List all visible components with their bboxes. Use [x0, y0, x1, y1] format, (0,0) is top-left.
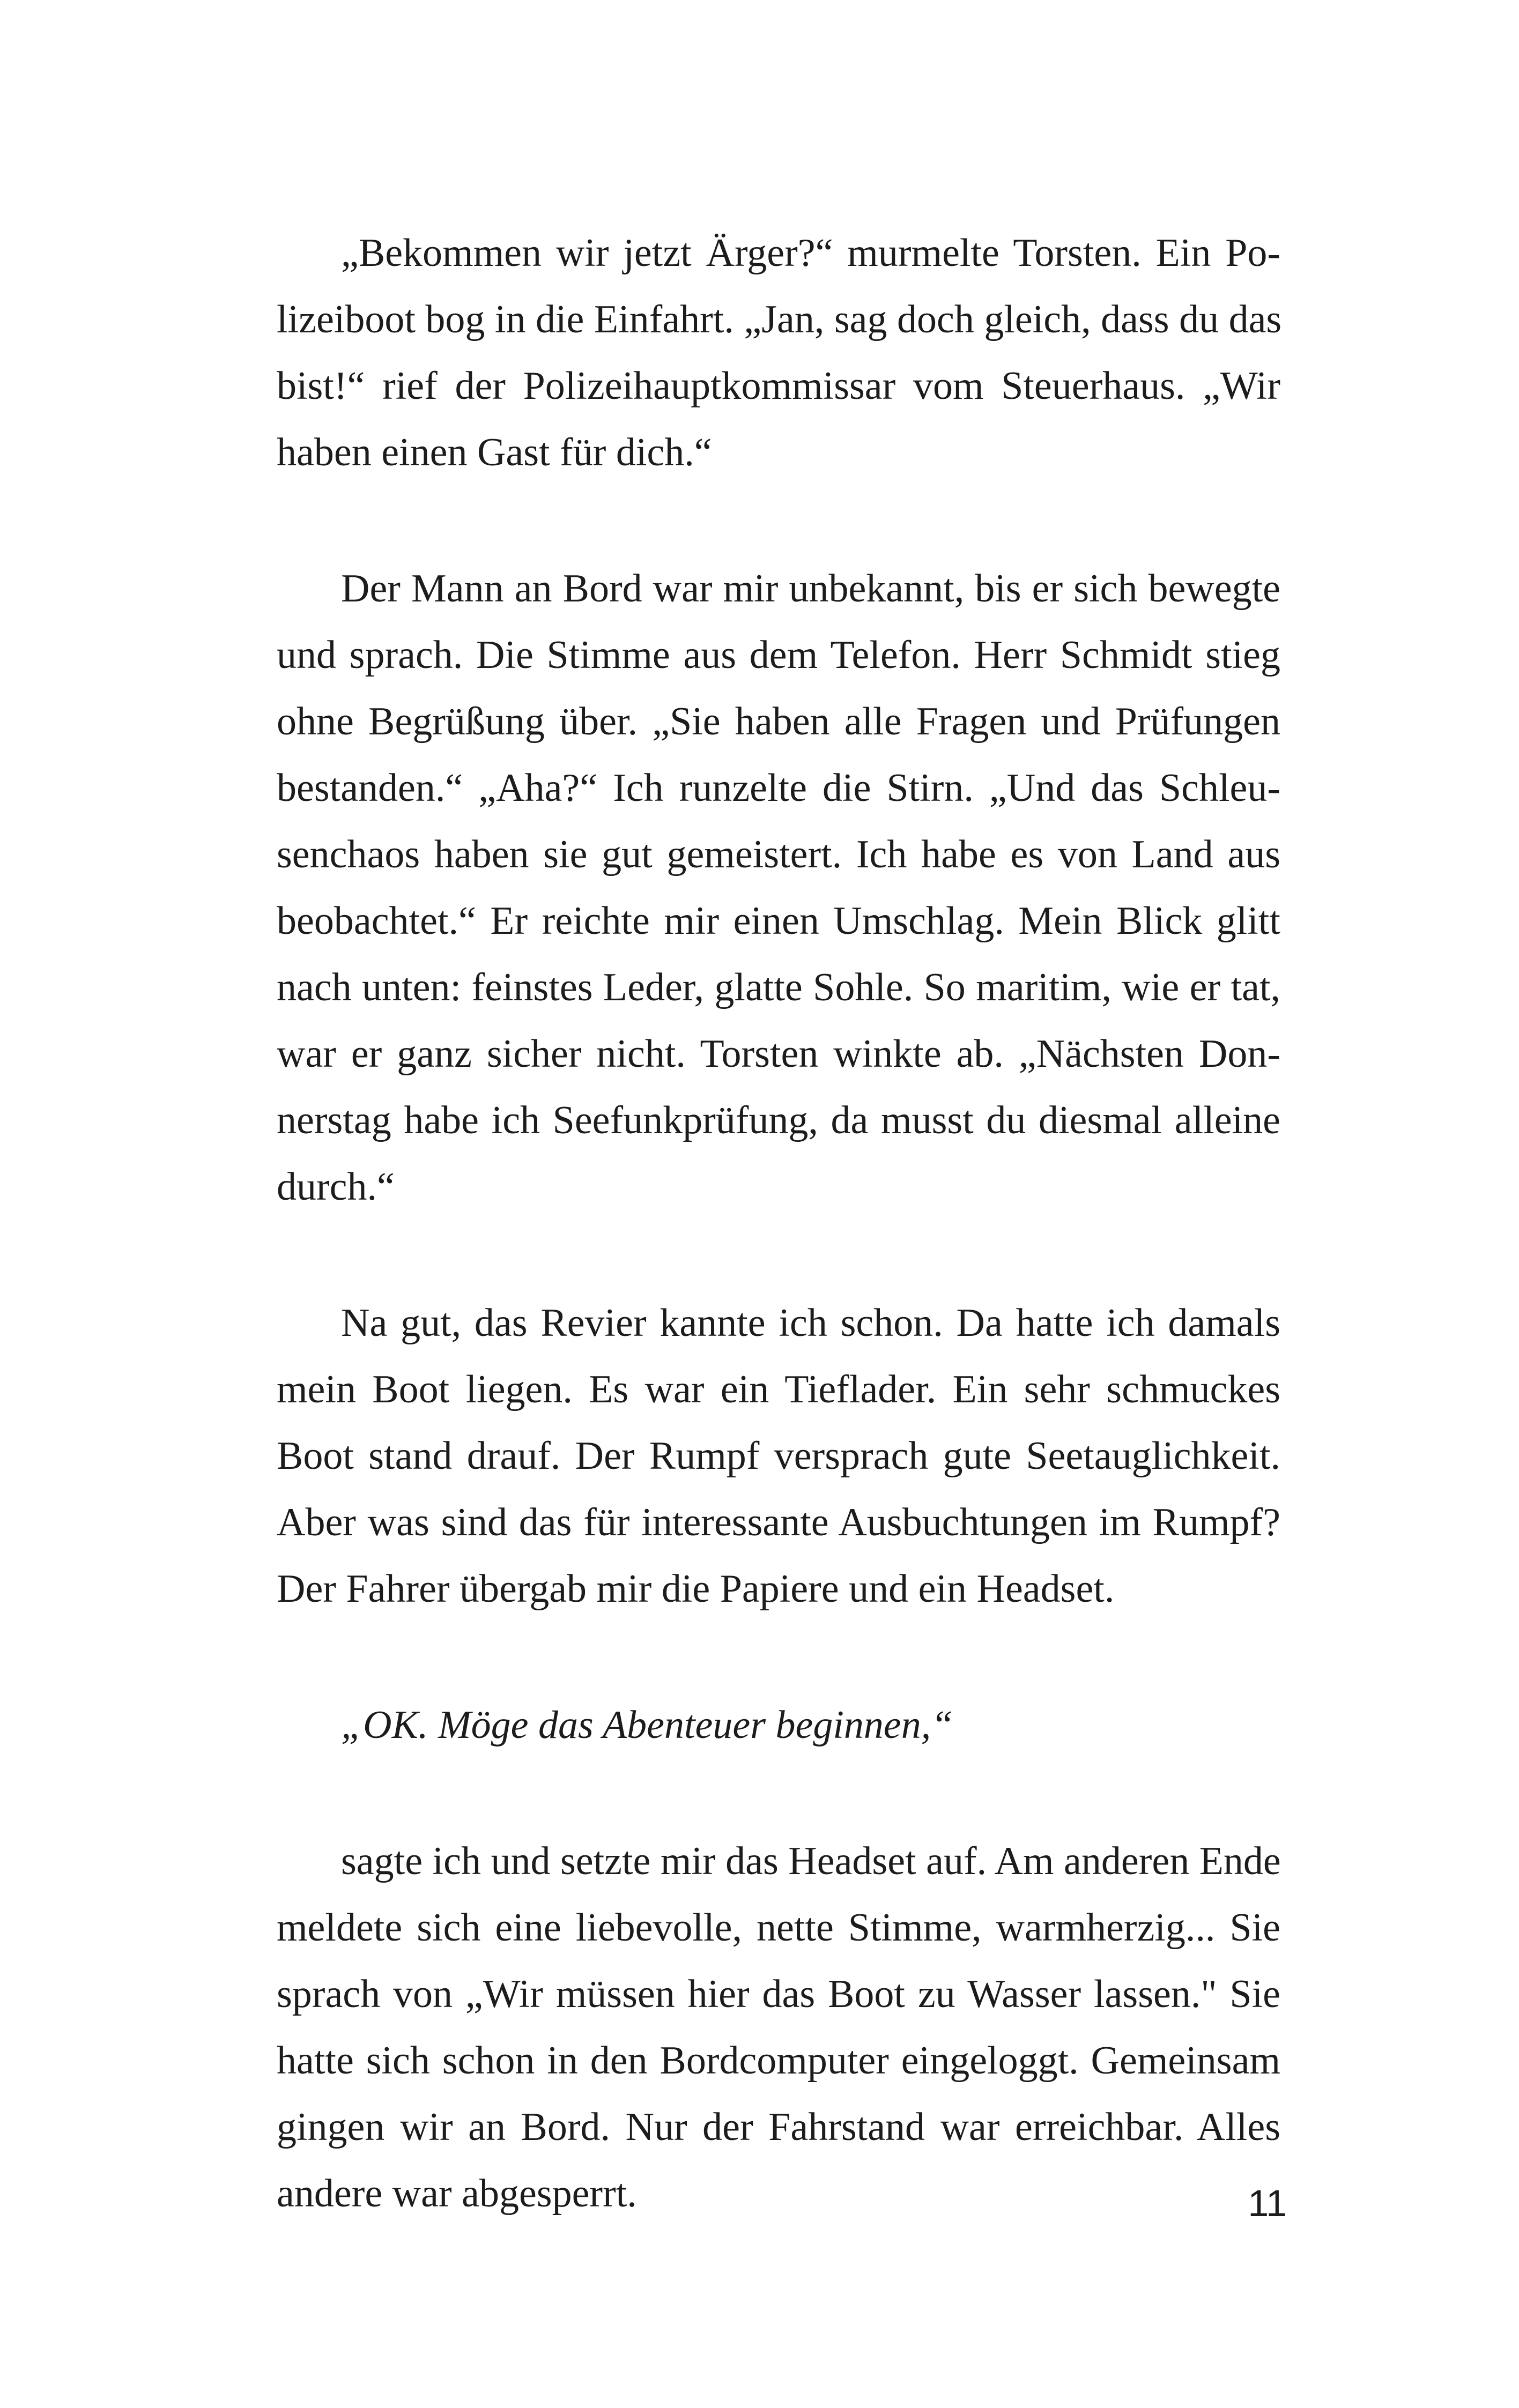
text-line: und sprach. Die Stimme aus dem Telefon. Herr Schmidt stieg [277, 633, 1280, 677]
paragraph [277, 1828, 1280, 2227]
text-line: bestanden.“ „Aha?“ Ich runzelte die Stirn. „Und das Schleu- [277, 766, 1280, 810]
text-line: andere war abgesperrt. [277, 2172, 637, 2216]
text-line: Na gut, das Revier kannte ich schon. Da hatte ich damals [341, 1301, 1280, 1345]
text-line: gingen wir an Bord. Nur der Fahrstand war erreichbar. Alles [277, 2105, 1280, 2149]
text-line: Boot stand drauf. Der Rumpf versprach gute Seetauglichkeit. [277, 1434, 1280, 1478]
text-line: „OK. Möge das Abenteuer beginnen,“ [341, 1703, 953, 1747]
text-line: nach unten: feinstes Leder, glatte Sohle. So maritim, wie er tat, [277, 965, 1280, 1009]
text-line: ohne Begrüßung über. „Sie haben alle Fragen und Prüfungen [277, 700, 1280, 744]
text-line: lizeiboot bog in die Einfahrt. „Jan, sag doch gleich, dass du das [277, 298, 1282, 341]
text-line: Der Mann an Bord war mir unbekannt, bis er sich bewegte [341, 567, 1280, 611]
body-text [277, 220, 1280, 2296]
text-line: hatte sich schon in den Bordcomputer eingeloggt. Gemeinsam [277, 2039, 1280, 2083]
text-line: Aber was sind das für interessante Ausbuchtungen im Rumpf? [277, 1500, 1280, 1544]
text-line: senchaos haben sie gut gemeistert. Ich habe es von Land aus [277, 833, 1280, 876]
italic-quote [277, 1692, 1280, 1758]
text-line: mein Boot liegen. Es war ein Tieflader. Ein sehr schmuckes [277, 1367, 1280, 1411]
text-line: sagte ich und setzte mir das Headset auf. Am anderen Ende [341, 1839, 1281, 1883]
text-line: bist!“ rief der Polizeihauptkommissar vom Steuerhaus. „Wir [277, 364, 1280, 408]
text-line: durch.“ [277, 1165, 395, 1209]
text-line: war er ganz sicher nicht. Torsten winkte ab. „Nächsten Don- [277, 1032, 1280, 1076]
paragraph [277, 220, 1280, 486]
text-line: „Bekommen wir jetzt Ärger?“ murmelte Torsten. Ein Po- [341, 231, 1280, 275]
paragraph [277, 1290, 1280, 1622]
text-line: meldete sich eine liebevolle, nette Stimme, warmherzig... Sie [277, 1906, 1280, 1950]
paragraph [277, 555, 1280, 1220]
text-line: beobachtet.“ Er reichte mir einen Umschlag. Mein Blick glitt [277, 899, 1280, 943]
text-line: sprach von „Wir müssen hier das Boot zu Wasser lassen." Sie [277, 1972, 1280, 2016]
text-line: Der Fahrer übergab mir die Papiere und ein Headset. [277, 1567, 1115, 1611]
page-number: 11 [1248, 2182, 1287, 2224]
text-line: haben einen Gast für dich.“ [277, 430, 712, 474]
text-line: nerstag habe ich Seefunkprüfung, da musst du diesmal alleine [277, 1098, 1280, 1142]
